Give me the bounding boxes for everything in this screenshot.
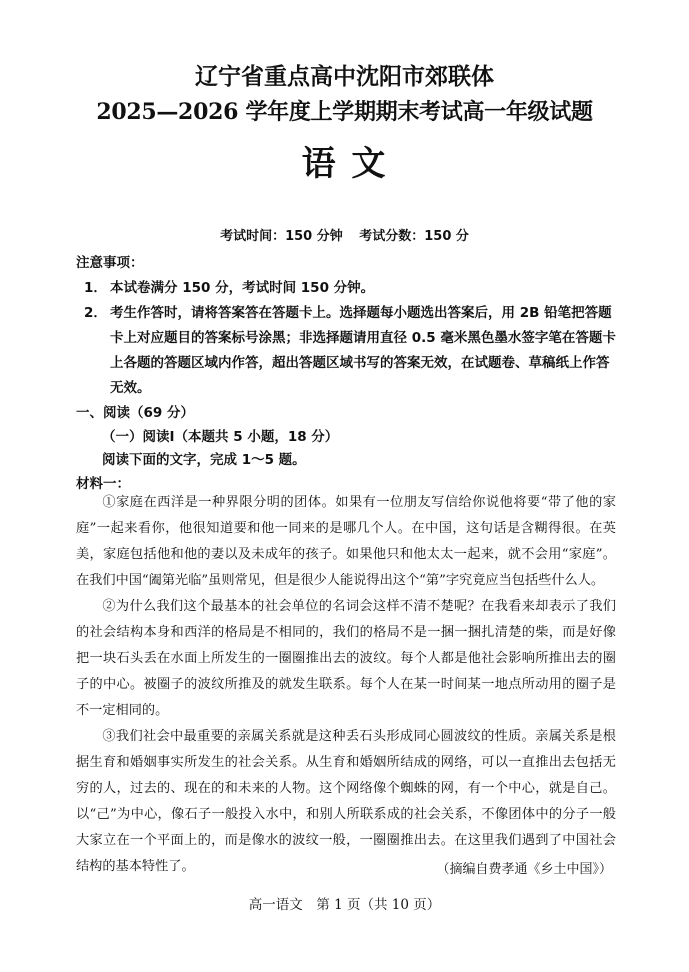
- note-number: 2．: [84, 305, 107, 321]
- section-heading: 一、阅读（69 分）: [76, 405, 194, 421]
- exam-score: 考试分数：150 分: [359, 229, 469, 244]
- note-text: 考生作答时，请将答案答在答题卡上。选择题每小题选出答案后，用 2B 铅笔把答题卡上对应题目的答案标号涂黑；非选择题请用直径 0.5 毫米黑色墨水签字笔在答题卡上各题的答题区域内作答，超出答题区域书写的答案无效，在试题卷、草稿纸上作答无效。: [110, 305, 616, 396]
- reading-instruction: 阅读下面的文字，完成 1～5 题。: [102, 452, 306, 468]
- page-footer: 高一语文 第 1 页（共 10 页）: [248, 897, 441, 913]
- passage-paragraph-1: ①家庭在西洋是一种界限分明的团体。如果有一位朋友写信给你说他将要“带了他的家庭”一起来看你，他很知道要和他一同来的是哪几个人。在中国，这句话是含糊得很。在英美，家庭包括他和他的妻以及未成年的孩子。如果他只和他太太一起来，就不会用“家庭”。在我们中国“阖第光临”虽则常见，但是很少人能说得出这个“第”字究竟应当包括些什么人。: [76, 495, 616, 588]
- passage-source: （摘编自费孝通《乡土中国》）: [436, 862, 612, 877]
- passage: [76, 490, 616, 880]
- note-text: 本试卷满分 150 分，考试时间 150 分钟。: [110, 280, 375, 296]
- notes-block: [76, 251, 616, 401]
- exam-title-line2: 2025—2026 学年度上学期期末考试高一年级试题: [96, 99, 593, 125]
- exam-info: [0, 225, 689, 244]
- reading-section: [76, 402, 616, 496]
- exam-title-line1: 辽宁省重点高中沈阳市郊联体: [195, 63, 494, 90]
- exam-time: 考试时间：150 分钟: [220, 229, 343, 244]
- note-item-1: [84, 276, 616, 301]
- note-number: 1．: [84, 280, 107, 296]
- subsection-heading: （一）阅读Ⅰ（本题共 5 小题，18 分）: [102, 428, 339, 445]
- subject-title: 语 文: [301, 144, 388, 184]
- material-label: 材料一：: [76, 475, 130, 492]
- note-item-2: [84, 301, 616, 401]
- passage-paragraph-2: ②为什么我们这个最基本的社会单位的名词会这样不清不楚呢？在我看来却表示了我们的社会结构本身和西洋的格局是不相同的，我们的格局不是一捆一捆扎清楚的柴，而是好像把一块石头丢在水面上所发生的一圈圈推出去的波纹。每个人都是他社会影响所推出去的圈子的中心。被圈子的波纹所推及的就发生联系。每个人在某一时间某一地点所动用的圈子是不一定相同的。: [76, 599, 616, 718]
- notes-heading: 注意事项：: [76, 255, 144, 271]
- passage-paragraph-3: ③我们社会中最重要的亲属关系就是这种丢石头形成同心圆波纹的性质。亲属关系是根据生育和婚姻事实所发生的社会关系。从生育和婚姻所结成的网络，可以一直推出去包括无穷的人，过去的、现在的和未来的人物。这个网络像个蜘蛛的网，有一个中心，就是自己。以“己”为中心，像石子一般投入水中，和别人所联系成的社会关系，不像团体中的分子一般大家立在一个平面上的，而是像水的波纹一般，一圈圈推出去。在这里我们遇到了中国社会结构的基本特性了。: [76, 729, 616, 874]
